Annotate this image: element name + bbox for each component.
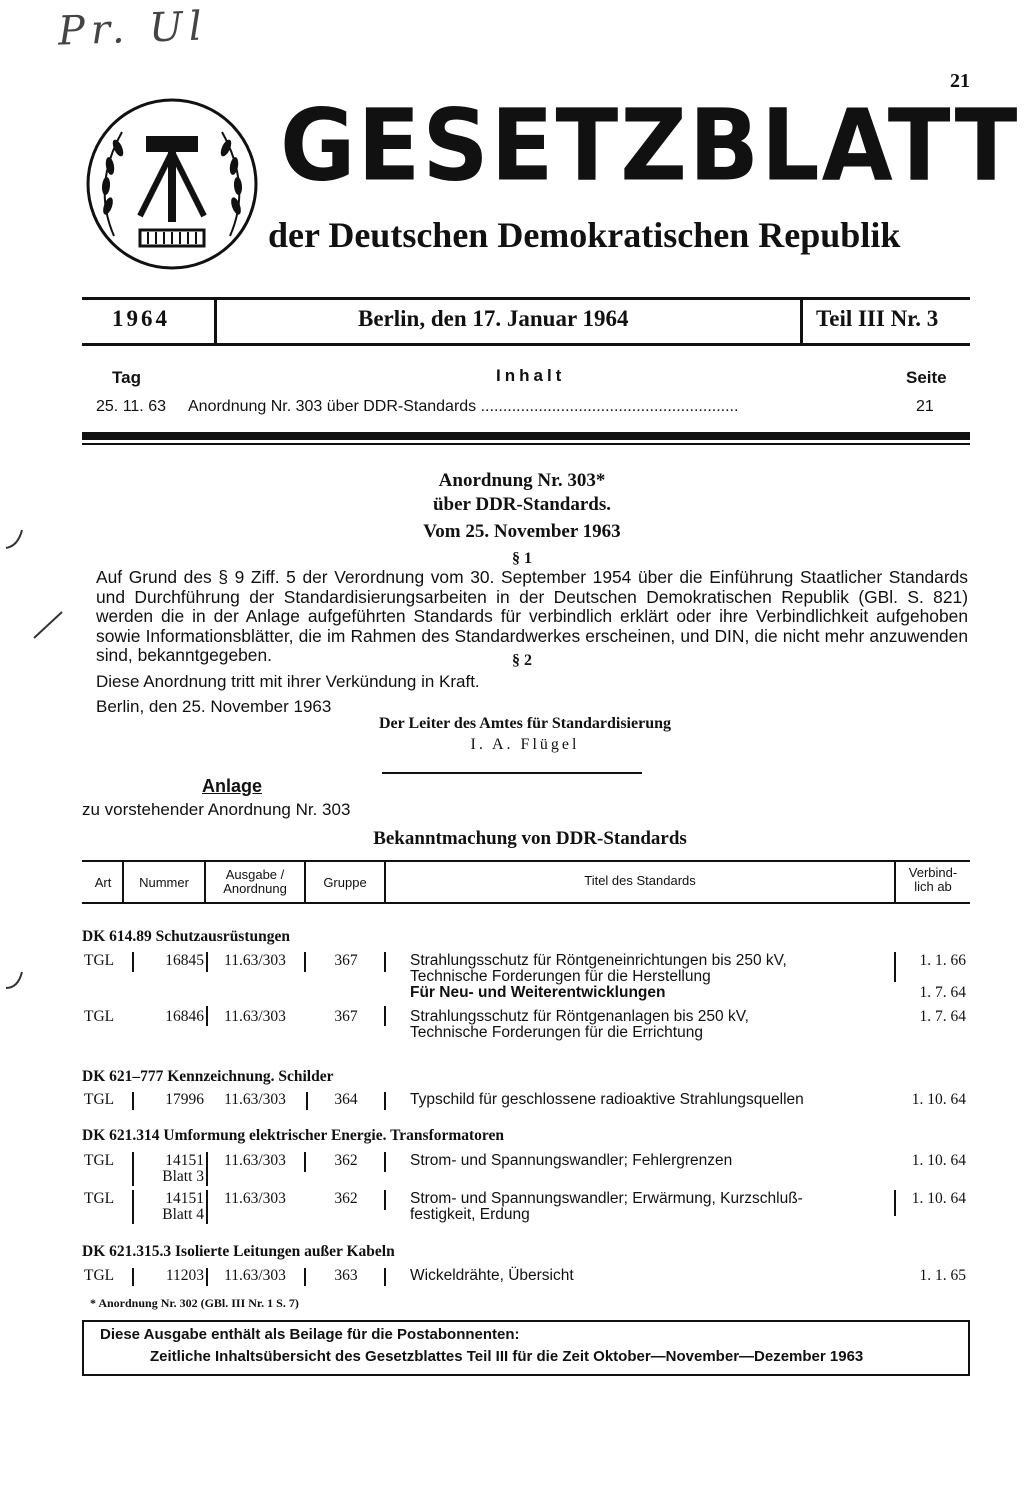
cell-valid-from: 1. 10. 64: [911, 1152, 966, 1169]
section-rule-thin: [82, 443, 970, 445]
column-bar: [894, 1190, 896, 1216]
column-bar: [384, 1006, 386, 1026]
cell-group: 362: [334, 1190, 358, 1207]
cell-number-sheet: Blatt 4: [162, 1206, 204, 1223]
issue-dateline: Berlin, den 17. Januar 1964: [358, 306, 629, 331]
column-bar: [384, 952, 386, 972]
cell-number: 11203: [165, 1267, 204, 1284]
cell-valid-from: 1. 7. 64: [919, 984, 966, 1001]
column-bar: [132, 1190, 134, 1224]
paragraph-1-text: Auf Grund des § 9 Ziff. 5 der Verordnung vom 30. September 1954 über die Einführung Staatlicher Standards und Durchführung der Standardisierungsarbeiten in der Deutschen Demokratischen Republik (GBl. S. 821) werden die in der Anlage aufgeführten Standards für verbindlich erklärt oder ihre Verbindlichkeit aufgehoben sowie Informationsblätter, die im Rahmen des Standardwerkes erscheinen, und DIN, die nicht mehr anzuwenden sind, bekanntgegeben.: [96, 567, 968, 666]
cell-title-line2: Technische Forderungen für die Herstellung: [410, 968, 711, 985]
cell-title-line2: festigkeit, Erdung: [410, 1206, 530, 1223]
supplement-line1: Diese Ausgabe enthält als Beilage für die Postabonnenten:: [100, 1326, 520, 1343]
cell-title-line1: Strom- und Spannungswandler; Fehlergrenzen: [410, 1152, 733, 1169]
column-bar: [384, 1092, 386, 1110]
cell-art: TGL: [84, 1008, 115, 1025]
supplement-line2: Zeitliche Inhaltsübersicht des Gesetzblattes Teil III für die Zeit Oktober—November—Dezember 1963: [150, 1348, 864, 1365]
column-bar: [132, 1268, 134, 1286]
cell-group: 367: [334, 952, 358, 969]
group-heading: DK 621.315.3 Isolierte Leitungen außer Kabeln: [82, 1243, 395, 1260]
cell-art: TGL: [84, 1091, 115, 1108]
paragraph-1-label: § 1: [512, 550, 532, 567]
cell-valid-from: 1. 1. 65: [919, 1267, 966, 1284]
band-divider: [800, 298, 803, 344]
section-rule-thick: [82, 432, 970, 440]
signature-rule: [382, 772, 642, 774]
cell-title-line1: Strom- und Spannungswandler; Erwärmung, Kurzschluß-: [410, 1190, 803, 1207]
cell-group: 363: [334, 1267, 358, 1284]
ordinance-date: Vom 25. November 1963: [423, 521, 621, 542]
toc-col-date: Tag: [112, 368, 141, 387]
ddr-emblem-icon: [84, 96, 260, 272]
col-header-art: Art: [94, 875, 112, 890]
group-heading: DK 621–777 Kennzeichnung. Schilder: [82, 1068, 334, 1085]
signature-place-date: Berlin, den 25. November 1963: [96, 697, 332, 716]
cell-group: 364: [334, 1091, 358, 1108]
table-header-top-rule: [82, 860, 970, 862]
col-header-lich-ab: lich ab: [914, 879, 952, 894]
cell-art: TGL: [84, 1267, 115, 1284]
column-bar: [132, 1092, 134, 1110]
col-header-titel: Titel des Standards: [584, 873, 696, 888]
col-header-ausgabe: Ausgabe /: [225, 867, 285, 882]
annex-subtitle: zu vorstehender Anordnung Nr. 303: [82, 800, 351, 819]
table-header-bottom-rule: [82, 902, 970, 904]
group-heading: DK 621.314 Umformung elektrischer Energie. Transformatoren: [82, 1127, 505, 1144]
col-header-verbindlich: Verbind-: [908, 865, 958, 880]
column-bar: [206, 1152, 208, 1186]
column-bar: [206, 1268, 208, 1286]
cell-number: 17996: [165, 1091, 204, 1108]
cell-number: 16846: [165, 1008, 204, 1025]
cell-group: 362: [334, 1152, 358, 1169]
toc-entry-page: 21: [916, 398, 934, 415]
column-bar: [206, 952, 208, 972]
column-bar: [894, 952, 896, 982]
toc-col-content: Inhalt: [496, 366, 566, 385]
cell-valid-from: 1. 10. 64: [911, 1091, 966, 1108]
paragraph-2-label: § 2: [512, 652, 532, 669]
column-bar: [304, 952, 306, 972]
column-bar: [304, 1268, 306, 1286]
ordinance-subject: über DDR-Standards.: [432, 494, 612, 515]
cell-edition: 11.63/303: [224, 1091, 286, 1108]
toc-entry-title[interactable]: Anordnung Nr. 303 über DDR-Standards ..........................................................: [188, 398, 739, 415]
issue-part: Teil III Nr. 3: [816, 306, 939, 331]
cell-title-line1: Strahlungsschutz für Röntgeneinrichtungen bis 250 kV,: [410, 952, 787, 969]
cell-number: 14151: [165, 1190, 204, 1207]
cell-number: 14151: [165, 1152, 204, 1169]
column-bar: [206, 1006, 208, 1026]
cell-title-line1: Wickeldrähte, Übersicht: [410, 1267, 574, 1284]
cell-group: 367: [334, 1008, 358, 1025]
cell-valid-from: 1. 7. 64: [919, 1008, 966, 1025]
cell-art: TGL: [84, 1152, 115, 1169]
column-bar: [384, 1152, 386, 1172]
toc-entry-date: 25. 11. 63: [96, 398, 166, 415]
margin-pencil-marks: [0, 520, 70, 1060]
cell-title-line3: Für Neu- und Weiterentwicklungen: [410, 984, 666, 1001]
cell-art: TGL: [84, 1190, 115, 1207]
column-bar: [384, 1268, 386, 1286]
masthead-title: GESETZBLATT: [280, 87, 1020, 204]
cell-title-line2: Technische Forderungen für die Errichtung: [410, 1024, 703, 1041]
signatory-office: Der Leiter des Amtes für Standardisierung: [379, 715, 671, 732]
page-number: 21: [950, 70, 970, 92]
cell-title-line1: Typschild für geschlossene radioaktive Strahlungsquellen: [410, 1091, 804, 1108]
cell-number: 16845: [165, 952, 204, 969]
col-header-gruppe: Gruppe: [323, 875, 367, 890]
masthead-subtitle: der Deutschen Demokratischen Republik: [268, 215, 901, 255]
issue-year: 1964: [112, 306, 170, 331]
cell-art: TGL: [84, 952, 115, 969]
annex-heading: Bekanntmachung von DDR-Standards: [373, 828, 687, 849]
group-heading: DK 614.89 Schutzausrüstungen: [82, 928, 290, 945]
cell-valid-from: 1. 1. 66: [919, 952, 966, 969]
column-bar: [304, 1152, 306, 1172]
column-bar: [132, 952, 134, 972]
cell-title-line1: Strahlungsschutz für Röntgenanlagen bis 250 kV,: [410, 1008, 749, 1025]
toc-col-page: Seite: [906, 368, 947, 387]
cell-edition: 11.63/303: [224, 952, 286, 969]
band-divider: [214, 298, 217, 344]
paragraph-2-text: Diese Anordnung tritt mit ihrer Verkündung in Kraft.: [96, 672, 480, 691]
cell-edition: 11.63/303: [224, 1152, 286, 1169]
annex-title: Anlage: [202, 776, 263, 796]
cell-edition: 11.63/303: [224, 1008, 286, 1025]
footnote: * Anordnung Nr. 302 (GBl. III Nr. 1 S. 7): [90, 1296, 299, 1310]
signatory-name: I. A. Flügel: [470, 736, 580, 753]
cell-number-sheet: Blatt 3: [162, 1168, 204, 1185]
column-bar: [132, 1152, 134, 1186]
column-bar: [206, 1190, 208, 1224]
col-header-anordnung: Anordnung: [223, 881, 287, 896]
cell-valid-from: 1. 10. 64: [911, 1190, 966, 1207]
column-bar: [306, 1092, 308, 1110]
col-header-nummer: Nummer: [139, 875, 189, 890]
ordinance-title: Anordnung Nr. 303*: [438, 470, 606, 491]
handwritten-note: Pr. Ul: [57, 3, 209, 55]
column-bar: [384, 1190, 386, 1210]
cell-edition: 11.63/303: [224, 1190, 286, 1207]
cell-edition: 11.63/303: [224, 1267, 286, 1284]
